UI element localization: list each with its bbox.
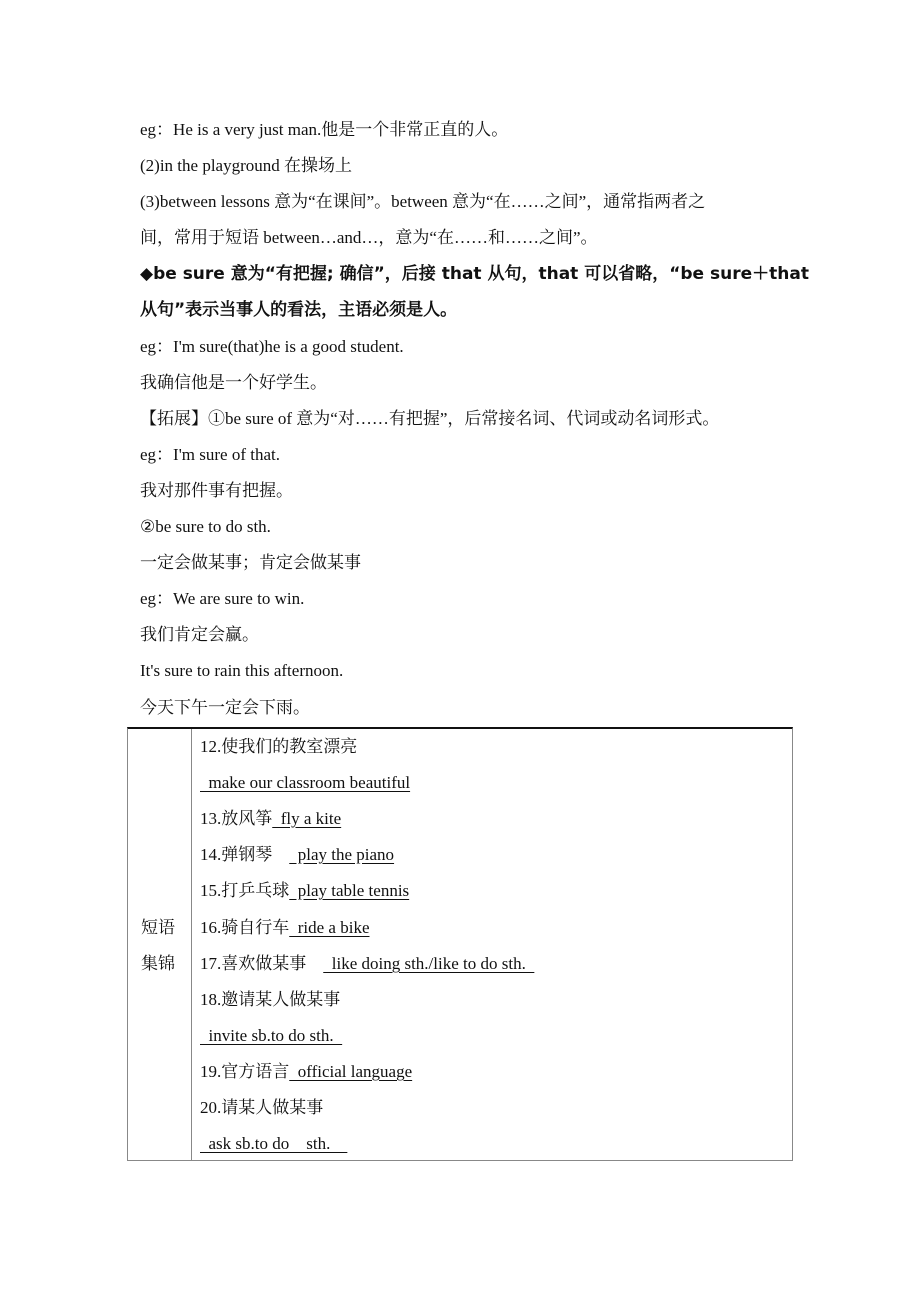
phrase-answer: play the piano xyxy=(289,845,395,864)
extension-be-sure-of: 【拓展】①be sure of 意为“对……有把握”，后常接名词、代词或动名词形式。 xyxy=(140,409,720,428)
example-just-man: eg：He is a very just man.他是一个非常正直的人。 xyxy=(140,120,509,139)
example-sure-of-that: eg：I'm sure of that. xyxy=(140,445,280,464)
meaning-be-sure-to: 一定会做某事；肯定会做某事 xyxy=(140,553,361,572)
phrase-row-18-answer xyxy=(200,1025,342,1047)
phrase-prompt: 20.请某人做某事 xyxy=(200,1098,324,1117)
phrase-prompt: 15.打乒乓球 xyxy=(200,881,290,900)
phrase-table xyxy=(127,727,793,1161)
phrase-answer: fly a kite xyxy=(272,809,342,828)
example-sure-to-rain: It's sure to rain this afternoon. xyxy=(140,661,344,680)
phrase-row-19 xyxy=(200,1061,412,1083)
key-point-be-sure: ◆be sure 意为“有把握; 确信”，后接 that 从句，that 可以省略，“be sure＋that xyxy=(140,264,809,284)
phrase-row-14 xyxy=(200,844,394,866)
extension-be-sure-to: ②be sure to do sth. xyxy=(140,517,271,536)
phrase-answer: like doing sth./like to do sth. xyxy=(323,954,535,973)
note-between-lessons: (3)between lessons 意为“在课间”。between 意为“在……之间”，通常指两者之 xyxy=(140,192,706,211)
phrase-answer: ride a bike xyxy=(289,918,370,937)
phrase-prompt: 14.弹钢琴 xyxy=(200,845,290,864)
translation-sure-to-win: 我们肯定会赢。 xyxy=(140,625,259,644)
key-point-be-sure-cont: 从句”表示当事人的看法，主语必须是人。 xyxy=(140,300,458,320)
translation-sure-to-rain: 今天下午一定会下雨。 xyxy=(140,698,310,717)
example-good-student: eg：I'm sure(that)he is a good student. xyxy=(140,337,404,356)
phrase-prompt: 18.邀请某人做某事 xyxy=(200,990,341,1009)
example-sure-to-win: eg：We are sure to win. xyxy=(140,589,305,608)
label-collection: 集锦 xyxy=(141,954,175,974)
phrase-row-12-answer xyxy=(200,772,410,794)
phrase-prompt: 16.骑自行车 xyxy=(200,918,290,937)
phrase-table-content-cell xyxy=(192,729,792,1160)
phrase-row-18 xyxy=(200,989,340,1011)
note-in-the-playground: (2)in the playground 在操场上 xyxy=(140,156,352,175)
phrase-answer: ask sb.to do sth. xyxy=(200,1134,348,1153)
translation-sure-of-that: 我对那件事有把握。 xyxy=(140,481,293,500)
phrase-answer: play table tennis xyxy=(289,881,410,900)
phrase-prompt: 19.官方语言 xyxy=(200,1062,290,1081)
phrase-prompt: 13.放风筝 xyxy=(200,809,273,828)
phrase-prompt: 17.喜欢做某事 xyxy=(200,954,324,973)
phrase-row-17 xyxy=(200,953,534,975)
phrase-row-15 xyxy=(200,880,409,902)
phrase-answer: make our classroom beautiful xyxy=(200,773,411,792)
phrase-prompt: 12.使我们的教室漂亮 xyxy=(200,737,358,756)
phrase-row-12 xyxy=(200,736,357,758)
phrase-row-13 xyxy=(200,808,341,830)
phrase-table-label-cell xyxy=(128,729,192,1160)
note-between-lessons-cont: 间，常用于短语 between…and…，意为“在……和……之间”。 xyxy=(140,228,598,247)
phrase-row-20 xyxy=(200,1097,323,1119)
phrase-row-16 xyxy=(200,917,370,939)
translation-good-student: 我确信他是一个好学生。 xyxy=(140,373,327,392)
phrase-row-20-answer xyxy=(200,1133,347,1155)
label-phrases: 短语 xyxy=(141,918,175,938)
phrase-answer: invite sb.to do sth. xyxy=(200,1026,343,1045)
phrase-answer: official language xyxy=(289,1062,413,1081)
